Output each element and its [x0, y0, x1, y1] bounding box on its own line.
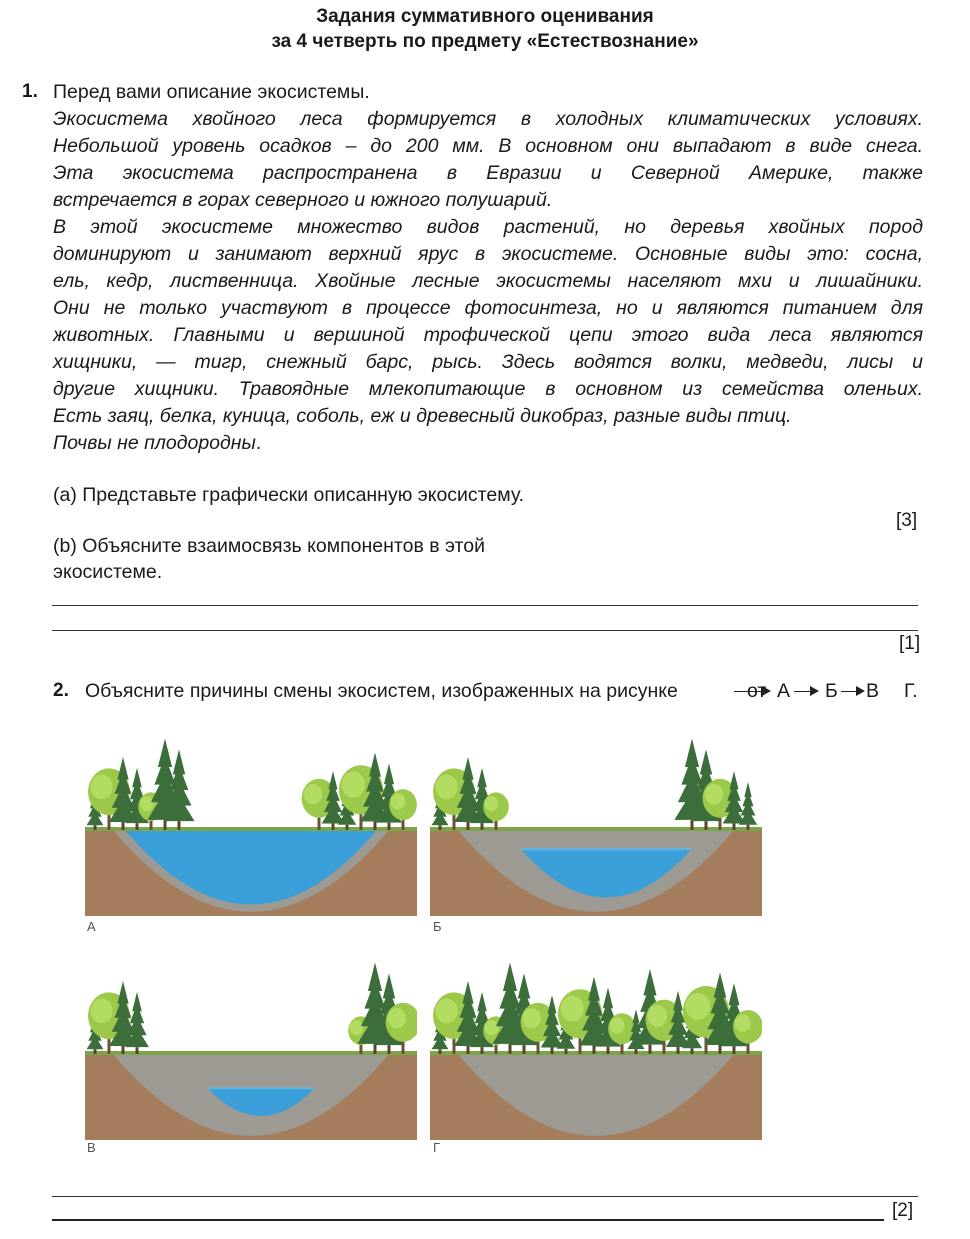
deciduous-tree — [735, 1014, 751, 1032]
tree-trunk — [677, 1047, 680, 1054]
tree-trunk — [593, 1045, 596, 1054]
description-line: хищники, — тигр, снежный барс, рысь. Здесь водятся волки, медведи, лисы и — [53, 351, 923, 373]
conifer-tree — [744, 782, 751, 797]
conifer-tree — [603, 988, 613, 1009]
conifer-tree — [462, 757, 473, 780]
deciduous-tree — [561, 996, 584, 1022]
conifer-tree — [729, 771, 738, 789]
panel-label-a: А — [87, 919, 96, 934]
score-part-a: [3] — [896, 510, 918, 531]
tree-trunk — [733, 1046, 736, 1054]
conifer-tree — [158, 738, 172, 767]
conifer-tree — [117, 981, 128, 1004]
deciduous-tree — [485, 796, 499, 811]
tree-trunk — [565, 1049, 568, 1054]
tree-trunk — [551, 1048, 554, 1054]
conifer-tree — [673, 991, 683, 1011]
description-line: Почвы не плодородны — [53, 432, 256, 454]
deciduous-tree — [705, 784, 723, 804]
ecosystem-panel-b — [430, 722, 762, 916]
conifer-tree — [518, 973, 530, 998]
description-line: животных. Главными и вершиной трофической цепи этого вида леса являются — [53, 324, 923, 346]
deciduous-tree — [304, 784, 322, 804]
strike-arrow-line — [734, 691, 764, 692]
deciduous-tree — [91, 999, 113, 1024]
tree-trunk — [388, 1045, 391, 1054]
deciduous-tree — [391, 793, 406, 809]
description-line: встречается в горах северного и южного полушарий. — [53, 189, 553, 211]
panel-label-v: В — [87, 1140, 96, 1155]
description-last-line — [53, 432, 261, 455]
question-2-number: 2. — [53, 680, 69, 701]
strike-arrow-head — [762, 686, 771, 696]
conifer-tree — [729, 983, 740, 1005]
part-b-prompt-line1: (b) Объясните взаимосвязь компонентов в этой — [53, 535, 485, 557]
answer-line[interactable] — [52, 1196, 918, 1197]
description-line: Есть заяц, белка, куница, соболь, еж и древесный дикобраз, разные виды птиц. — [53, 405, 792, 427]
conifer-tree — [685, 738, 699, 767]
conifer-tree — [633, 1009, 640, 1023]
description-line: Экосистема хвойного леса формируется в холодных климатических условиях. — [53, 108, 923, 130]
grass-strip — [85, 1051, 417, 1055]
tree-trunk — [136, 1047, 139, 1054]
question-1-intro: Перед вами описание экосистемы. — [53, 81, 370, 103]
tree-trunk — [705, 821, 708, 830]
deciduous-tree — [686, 993, 710, 1020]
conifer-tree — [477, 768, 487, 787]
deciduous-tree — [342, 772, 365, 798]
tree-trunk — [94, 1049, 97, 1054]
conifer-tree — [368, 962, 382, 991]
tree-trunk — [719, 1045, 722, 1054]
tree-trunk — [388, 823, 391, 830]
conifer-tree — [384, 764, 394, 785]
conifer-tree — [503, 962, 517, 991]
tree-trunk — [374, 1044, 377, 1054]
arrow-b-v-head — [856, 686, 865, 696]
tree-trunk — [635, 1049, 638, 1054]
tree-trunk — [94, 825, 97, 830]
description-line: В этой экосистеме множество видов растений, но деревья хвойных пород — [53, 216, 923, 238]
conifer-tree — [714, 972, 727, 998]
conifer-tree — [588, 977, 600, 1001]
deciduous-tree — [610, 1017, 625, 1033]
tree-trunk — [481, 1047, 484, 1054]
deciduous-tree — [648, 1005, 668, 1027]
deciduous-tree — [140, 796, 154, 811]
question-1-number: 1. — [22, 81, 38, 102]
description-line: Эта экосистема распространена в Евразии и Северной Америке, также — [53, 162, 923, 184]
part-a-prompt: (a) Представьте графически описанную экосистему. — [53, 484, 525, 506]
tree-trunk — [467, 822, 470, 830]
tree-trunk — [122, 822, 125, 830]
description-line: Они не только участвуют в процессе фотосинтеза, но и являются питанием для — [53, 297, 923, 319]
struck-word: от — [747, 680, 767, 702]
seq-label-a: А — [777, 680, 791, 702]
tree-trunk — [332, 824, 335, 830]
deciduous-tree — [388, 1008, 406, 1028]
deciduous-tree — [350, 1020, 364, 1035]
tree-trunk — [136, 823, 139, 830]
answer-line[interactable] — [52, 630, 918, 631]
description-line: доминируют и занимают верхний ярус в экосистеме. Основные виды это: сосна, — [53, 243, 923, 265]
deciduous-tree — [91, 775, 113, 800]
tree-trunk — [691, 1048, 694, 1054]
description-line: Небольшой уровень осадков – до 200 мм. В основном они выпадают в виде снега. — [53, 135, 923, 157]
tree-trunk — [439, 825, 442, 830]
conifer-tree — [132, 768, 142, 787]
conifer-tree — [132, 992, 142, 1011]
seq-label-g: Г. — [904, 680, 918, 702]
grass-strip — [85, 827, 417, 831]
deciduous-tree — [523, 1008, 541, 1028]
seq-label-v: В — [866, 680, 880, 702]
deciduous-tree — [436, 775, 458, 800]
answer-line[interactable] — [52, 605, 918, 606]
conifer-tree — [383, 973, 395, 998]
conifer-tree — [369, 753, 381, 777]
tree-trunk — [523, 1045, 526, 1054]
conifer-tree — [462, 981, 473, 1004]
arrow-a-b-line — [794, 691, 811, 692]
tree-trunk — [509, 1044, 512, 1054]
ecosystem-panel-v — [85, 946, 417, 1140]
tree-trunk — [164, 820, 167, 830]
tree-trunk — [178, 821, 181, 830]
ecosystem-panel-a — [85, 722, 417, 916]
conifer-tree — [700, 749, 712, 774]
conifer-tree — [117, 757, 128, 780]
page-title-line1: Задания суммативного оценивания — [316, 6, 654, 27]
grass-strip — [430, 827, 762, 831]
description-line: ель, кедр, лиственница. Хвойные лесные экосистемы населяют мхи и лишайники. — [53, 270, 923, 292]
conifer-tree — [547, 995, 556, 1013]
description-line: другие хищники. Травоядные млекопитающие в основном из семейства оленьих. — [53, 378, 923, 400]
conifer-tree — [173, 749, 185, 774]
tree-trunk — [481, 823, 484, 830]
conifer-tree — [477, 992, 487, 1011]
tree-trunk — [747, 825, 750, 830]
tree-trunk — [122, 1046, 125, 1054]
tree-trunk — [691, 820, 694, 830]
score-q2: [2] — [892, 1200, 914, 1221]
panel-label-g: Г — [433, 1140, 441, 1155]
ecosystem-panel-g — [430, 946, 762, 1140]
tree-trunk — [607, 1047, 610, 1054]
question-2-text: Объясните причины смены экосистем, изображенных на рисунке — [85, 680, 678, 702]
tree-trunk — [439, 1049, 442, 1054]
tree-trunk — [649, 1045, 652, 1054]
conifer-tree — [643, 969, 656, 996]
description-period: . — [255, 432, 262, 454]
part-b-prompt-line2: экосистеме. — [53, 561, 163, 583]
panel-label-b: Б — [433, 919, 442, 934]
page-title-line2: за 4 четверть по предмету «Естествознание» — [271, 31, 699, 52]
tree-trunk — [374, 821, 377, 830]
conifer-tree — [328, 771, 337, 789]
tree-trunk — [346, 825, 349, 830]
grass-strip — [430, 1051, 762, 1055]
seq-label-b: Б — [825, 680, 838, 702]
tree-trunk — [733, 824, 736, 830]
deciduous-tree — [485, 1020, 499, 1035]
score-part-b: [1] — [899, 633, 921, 654]
arrow-a-b-head — [810, 686, 819, 696]
deciduous-tree — [436, 999, 458, 1024]
answer-line[interactable] — [52, 1219, 884, 1221]
tree-trunk — [467, 1046, 470, 1054]
